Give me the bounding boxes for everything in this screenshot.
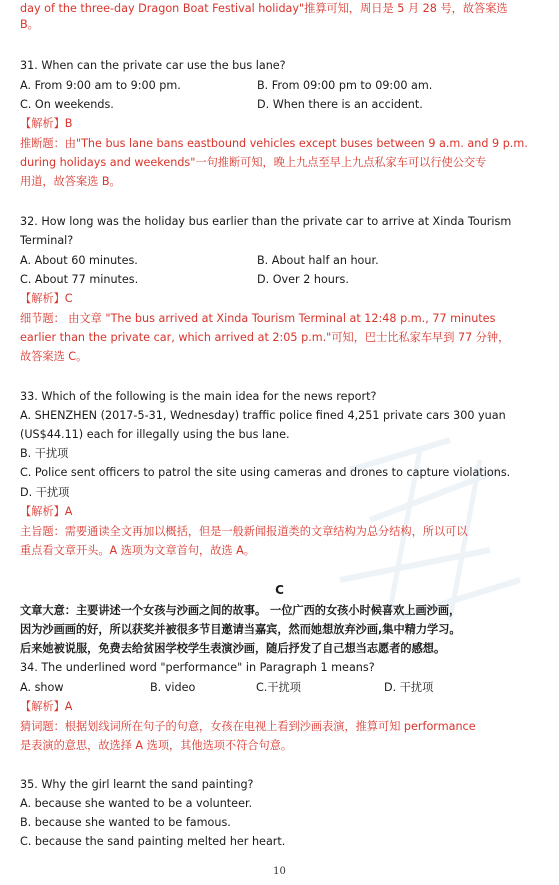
q31-option-c: C. On weekends. <box>20 98 114 111</box>
q33-option-b: B. 干扰项 <box>20 447 69 460</box>
q33-option-c: C. Police sent officers to patrol the site using cameras and drones to capture violations. <box>20 466 511 479</box>
q33-question: 33. Which of the following is the main idea for the news report? <box>20 390 377 403</box>
q32-question-line-2: Terminal? <box>20 234 74 247</box>
q33-explanation-1: 主旨题：需要通读全文再加以概括，但是一般新闻报道类的文章结构为总分结构，所以可以 <box>20 525 468 538</box>
q33-option-a-line-2: (US$44.11) each for illegally using the bus lane. <box>20 428 290 441</box>
q34-option-d: D. 干扰项 <box>384 681 434 694</box>
q31-explanation-1: 推断题：由"The bus lane bans eastbound vehicles except buses between 9 a.m. and 9 p.m. <box>20 137 528 150</box>
q32-explanation-3: 故答案选 C。 <box>20 350 88 363</box>
q32-question-line-1: 32. How long was the holiday bus earlier than the private car to arrive at Xinda Tourism <box>20 215 512 228</box>
q31-question: 31. When can the private car use the bus lane? <box>20 59 286 72</box>
q35-option-b: B. because she wanted to be famous. <box>20 816 231 829</box>
section-c-summary-1: 文章大意：主要讲述一个女孩与沙画之间的故事。 一位广西的女孩小时候喜欢上画沙画， <box>20 604 461 617</box>
q31-explanation-2: during holidays and weekends"一句推断可知，晚上九点至早上九点私家车可以行使公交专 <box>20 156 487 169</box>
q31-option-a: A. From 9:00 am to 9:00 pm. <box>20 79 181 92</box>
page-number: 10 <box>273 866 286 877</box>
section-c-summary-2: 因为沙画画的好，所以获奖并被很多节目邀请当嘉宾，然而她想放弃沙画,集中精力学习。 <box>20 623 461 636</box>
q33-answer: 【解析】A <box>20 505 73 518</box>
q31-option-b: B. From 09:00 pm to 09:00 am. <box>257 79 433 92</box>
q34-option-b: B. video <box>150 681 196 694</box>
q32-answer: 【解析】C <box>20 292 73 305</box>
q35-option-a: A. because she wanted to be a volunteer. <box>20 797 253 810</box>
q35-option-c: C. because the sand painting melted her heart. <box>20 835 286 848</box>
q32-option-a: A. About 60 minutes. <box>20 254 138 267</box>
q32-option-c: C. About 77 minutes. <box>20 273 139 286</box>
q31-explanation-3: 用道，故答案选 B。 <box>20 175 121 188</box>
q34-explanation-1: 猜词题：根据划线词所在句子的句意，女孩在电视上看到沙画表演，推算可知 performance <box>20 720 476 733</box>
q34-answer: 【解析】A <box>20 700 73 713</box>
q32-option-b: B. About half an hour. <box>257 254 379 267</box>
q32-explanation-2: earlier than the private car, which arrived at 2:05 p.m."可知，巴士比私家车早到 77 分钟， <box>20 331 510 344</box>
top-explanation-line-1: day of the three-day Dragon Boat Festival holiday"推算可知，周日是 5 月 28 号，故答案选 <box>20 2 508 15</box>
section-c-summary-3: 后来她被说服，免费去给贫困学校学生表演沙画，随后抒发了自己想当志愿者的感想。 <box>20 642 446 655</box>
q34-option-c: C.干扰项 <box>256 681 301 694</box>
q33-option-d: D. 干扰项 <box>20 486 70 499</box>
q34-explanation-2: 是表演的意思，故选择 A 选项，其他选项不符合句意。 <box>20 739 293 752</box>
q31-answer: 【解析】B <box>20 117 73 130</box>
q35-question: 35. Why the girl learnt the sand painting? <box>20 778 254 791</box>
q34-option-a: A. show <box>20 681 64 694</box>
q32-explanation-1: 细节题： 由文章 "The bus arrived at Xinda Tourism Terminal at 12:48 p.m., 77 minutes <box>20 312 496 325</box>
top-explanation-line-2: B。 <box>20 18 39 31</box>
q33-explanation-2: 重点看文章开头。A 选项为文章首句，故选 A。 <box>20 544 255 557</box>
q32-option-d: D. Over 2 hours. <box>257 273 349 286</box>
q31-option-d: D. When there is an accident. <box>257 98 423 111</box>
q33-option-a-line-1: A. SHENZHEN (2017-5-31, Wednesday) traffic police fined 4,251 private cars 300 yuan <box>20 409 506 422</box>
q34-question: 34. The underlined word "performance" in Paragraph 1 means? <box>20 661 375 674</box>
section-c-heading: C <box>275 583 284 597</box>
